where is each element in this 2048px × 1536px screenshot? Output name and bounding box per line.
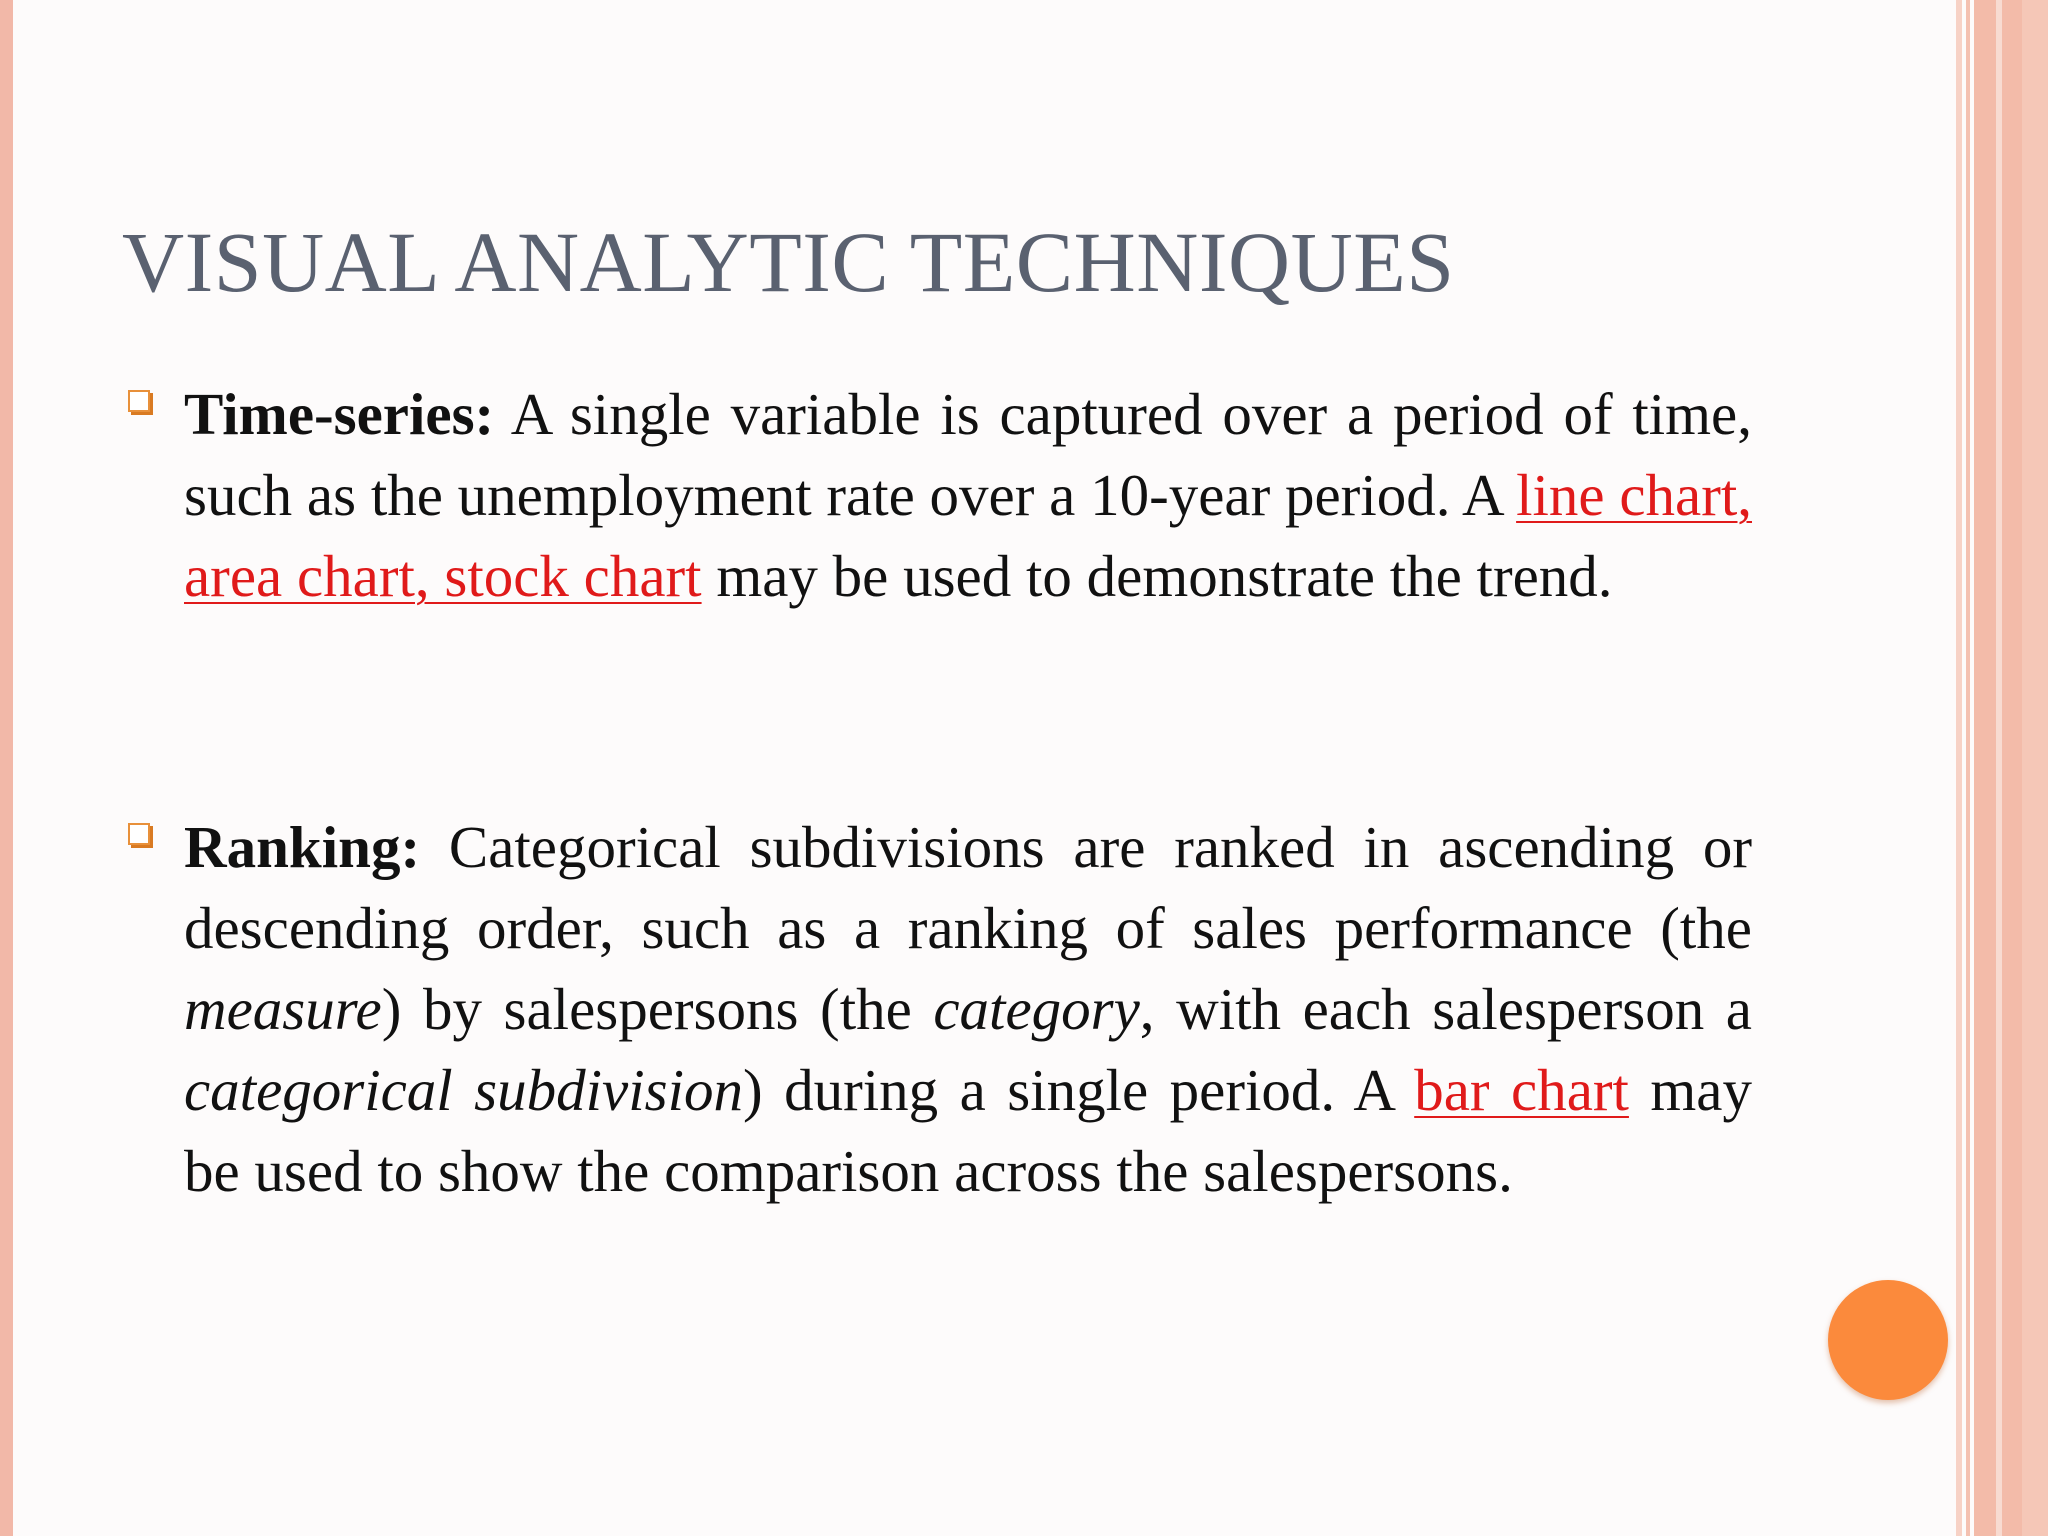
emphasis-categorical-subdivision: categorical subdivision xyxy=(184,1057,743,1123)
bullet-text: may be used to show the comparison across the salespersons. xyxy=(184,1057,1752,1204)
bar-chart-link[interactable]: bar chart xyxy=(1414,1057,1629,1123)
right-stripe-decoration xyxy=(2002,0,2022,1536)
slide-title: VISUAL ANALYTIC TECHNIQUES xyxy=(122,214,1455,310)
right-stripe-decoration xyxy=(2022,0,2048,1536)
bullet-text: ) during a single period. A xyxy=(742,1057,1415,1123)
bullet-text: Categorical subdivisions are ranked in ascending or descending order, such as a ranking of sales performance (the xyxy=(184,814,1752,961)
bullet-ranking xyxy=(184,807,1752,1212)
bullet-text: may be used to demonstrate the trend. xyxy=(701,543,1613,609)
left-border-decoration xyxy=(0,0,13,1536)
right-stripe-decoration xyxy=(1974,0,1996,1536)
chart-types-link[interactable]: line chart, area chart, stock chart xyxy=(184,462,1752,609)
bullet-text: ) by salespersons (the xyxy=(381,976,934,1042)
right-stripe-decoration xyxy=(1956,0,1962,1536)
emphasis-category: category xyxy=(933,976,1140,1042)
emphasis-measure: measure xyxy=(184,976,382,1042)
bullet-text: , with each salesperson a xyxy=(1139,976,1752,1042)
bullet-term: Ranking: xyxy=(184,814,421,880)
bullet-time-series xyxy=(184,374,1752,617)
bullet-text: A single variable is captured over a period of time, such as the unemployment rate over a 10-year period. A xyxy=(184,381,1752,528)
bullet-term: Time-series: xyxy=(184,381,495,447)
orange-circle-decoration xyxy=(1828,1280,1948,1400)
bullet-square-icon xyxy=(128,390,150,412)
bullet-square-icon xyxy=(128,823,150,845)
right-stripe-decoration xyxy=(1966,0,1970,1536)
